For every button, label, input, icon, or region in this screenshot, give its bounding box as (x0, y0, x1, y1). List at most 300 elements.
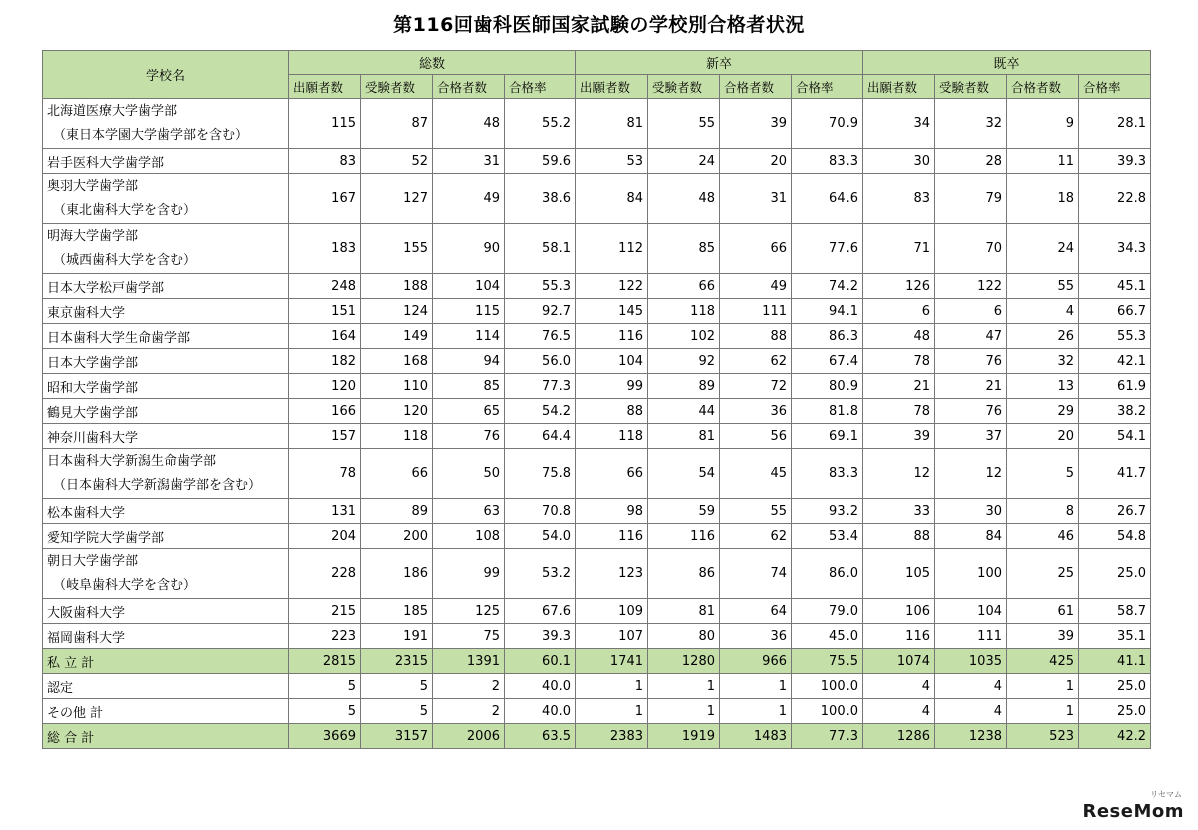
school-name: 東京歯科大学 (47, 305, 126, 321)
value-cell-prev-3: 45.1 (1079, 274, 1151, 299)
value-cell-prev-2: 18 (1007, 174, 1079, 224)
table-row (43, 149, 1151, 174)
value-cell-total-3: 56.0 (505, 349, 576, 374)
value-cell-prev-3: 42.1 (1079, 349, 1151, 374)
school-name-cell (43, 549, 289, 599)
value-cell-total-0: 83 (289, 149, 361, 174)
value-cell-new-2: 1483 (720, 724, 792, 749)
value-cell-prev-2: 29 (1007, 399, 1079, 424)
school-name: 日本歯科大学生命歯学部 (47, 330, 191, 346)
value-cell-prev-1: 122 (935, 274, 1007, 299)
value-cell-prev-0: 39 (863, 424, 935, 449)
value-cell-new-1: 1919 (648, 724, 720, 749)
value-cell-new-2: 62 (720, 349, 792, 374)
value-cell-total-0: 120 (289, 374, 361, 399)
sub-header-prev-0: 出願者数 (863, 75, 935, 99)
value-cell-new-3: 67.4 (792, 349, 863, 374)
value-cell-new-1: 1 (648, 699, 720, 724)
school-name-cell (43, 424, 289, 449)
watermark-subtext: リセマム (1150, 790, 1182, 799)
school-name-cell (43, 649, 289, 674)
value-cell-new-2: 39 (720, 99, 792, 149)
value-cell-new-1: 81 (648, 599, 720, 624)
value-cell-new-0: 88 (576, 399, 648, 424)
value-cell-prev-2: 32 (1007, 349, 1079, 374)
school-name-cell (43, 224, 289, 274)
value-cell-new-0: 1 (576, 699, 648, 724)
value-cell-total-2: 31 (433, 149, 505, 174)
value-cell-new-0: 145 (576, 299, 648, 324)
school-name-cell (43, 699, 289, 724)
value-cell-prev-1: 76 (935, 349, 1007, 374)
value-cell-total-2: 114 (433, 324, 505, 349)
value-cell-total-0: 151 (289, 299, 361, 324)
value-cell-prev-3: 55.3 (1079, 324, 1151, 349)
sub-header-new-2: 合格者数 (720, 75, 792, 99)
value-cell-new-2: 36 (720, 399, 792, 424)
value-cell-total-3: 60.1 (505, 649, 576, 674)
value-cell-total-1: 200 (361, 524, 433, 549)
value-cell-new-2: 36 (720, 624, 792, 649)
value-cell-new-1: 89 (648, 374, 720, 399)
value-cell-total-3: 39.3 (505, 624, 576, 649)
value-cell-total-3: 55.2 (505, 99, 576, 149)
value-cell-prev-2: 39 (1007, 624, 1079, 649)
school-name-cell (43, 524, 289, 549)
value-cell-total-3: 77.3 (505, 374, 576, 399)
value-cell-total-0: 215 (289, 599, 361, 624)
value-cell-total-0: 78 (289, 449, 361, 499)
value-cell-total-3: 76.5 (505, 324, 576, 349)
school-name-cell (43, 674, 289, 699)
value-cell-prev-1: 76 (935, 399, 1007, 424)
school-name-note: （岐阜歯科大学を含む） (53, 577, 197, 593)
value-cell-prev-2: 20 (1007, 424, 1079, 449)
value-cell-new-1: 48 (648, 174, 720, 224)
value-cell-total-2: 63 (433, 499, 505, 524)
table-row (43, 599, 1151, 624)
value-cell-new-3: 64.6 (792, 174, 863, 224)
value-cell-new-3: 81.8 (792, 399, 863, 424)
table-row (43, 374, 1151, 399)
value-cell-prev-3: 41.1 (1079, 649, 1151, 674)
value-cell-total-3: 70.8 (505, 499, 576, 524)
value-cell-prev-2: 55 (1007, 274, 1079, 299)
value-cell-new-1: 44 (648, 399, 720, 424)
school-name: 総 合 計 (47, 730, 95, 746)
value-cell-new-0: 99 (576, 374, 648, 399)
school-name: 日本歯科大学新潟生命歯学部 (47, 453, 217, 469)
value-cell-total-1: 120 (361, 399, 433, 424)
value-cell-new-0: 2383 (576, 724, 648, 749)
value-cell-new-0: 1 (576, 674, 648, 699)
school-name-cell (43, 374, 289, 399)
value-cell-prev-1: 4 (935, 699, 1007, 724)
value-cell-total-0: 167 (289, 174, 361, 224)
value-cell-new-3: 86.3 (792, 324, 863, 349)
table-row (43, 499, 1151, 524)
school-name-cell (43, 499, 289, 524)
value-cell-new-2: 56 (720, 424, 792, 449)
value-cell-prev-0: 83 (863, 174, 935, 224)
value-cell-new-2: 62 (720, 524, 792, 549)
value-cell-prev-3: 25.0 (1079, 549, 1151, 599)
value-cell-new-3: 75.5 (792, 649, 863, 674)
value-cell-total-1: 155 (361, 224, 433, 274)
value-cell-total-3: 75.8 (505, 449, 576, 499)
value-cell-prev-2: 9 (1007, 99, 1079, 149)
value-cell-new-3: 77.6 (792, 224, 863, 274)
value-cell-prev-0: 116 (863, 624, 935, 649)
value-cell-new-3: 100.0 (792, 674, 863, 699)
school-name: 日本大学歯学部 (47, 355, 139, 371)
school-name: 日本大学松戸歯学部 (47, 280, 165, 296)
table-row (43, 174, 1151, 224)
value-cell-total-2: 90 (433, 224, 505, 274)
value-cell-prev-3: 26.7 (1079, 499, 1151, 524)
value-cell-total-3: 92.7 (505, 299, 576, 324)
value-cell-total-0: 115 (289, 99, 361, 149)
value-cell-total-1: 87 (361, 99, 433, 149)
table-row (43, 699, 1151, 724)
value-cell-total-2: 2 (433, 674, 505, 699)
school-name: 福岡歯科大学 (47, 630, 126, 646)
value-cell-new-3: 70.9 (792, 99, 863, 149)
value-cell-total-3: 40.0 (505, 699, 576, 724)
value-cell-total-2: 75 (433, 624, 505, 649)
school-name-note: （城西歯科大学を含む） (53, 252, 197, 268)
value-cell-new-1: 24 (648, 149, 720, 174)
school-name: 奥羽大学歯学部 (47, 178, 139, 194)
sub-header-new-0: 出願者数 (576, 75, 648, 99)
value-cell-total-1: 118 (361, 424, 433, 449)
value-cell-prev-1: 104 (935, 599, 1007, 624)
value-cell-total-3: 63.5 (505, 724, 576, 749)
value-cell-new-1: 54 (648, 449, 720, 499)
value-cell-prev-2: 26 (1007, 324, 1079, 349)
table-row (43, 324, 1151, 349)
value-cell-total-2: 1391 (433, 649, 505, 674)
value-cell-total-3: 54.0 (505, 524, 576, 549)
value-cell-total-1: 124 (361, 299, 433, 324)
value-cell-total-3: 58.1 (505, 224, 576, 274)
value-cell-new-0: 122 (576, 274, 648, 299)
value-cell-new-3: 53.4 (792, 524, 863, 549)
value-cell-new-0: 109 (576, 599, 648, 624)
sub-header-prev-3: 合格率 (1079, 75, 1151, 99)
table-row (43, 99, 1151, 149)
value-cell-new-3: 83.3 (792, 449, 863, 499)
value-cell-new-2: 74 (720, 549, 792, 599)
value-cell-total-0: 157 (289, 424, 361, 449)
sub-header-total-0: 出願者数 (289, 75, 361, 99)
value-cell-new-3: 79.0 (792, 599, 863, 624)
value-cell-prev-0: 34 (863, 99, 935, 149)
value-cell-new-2: 45 (720, 449, 792, 499)
school-name-cell (43, 624, 289, 649)
value-cell-new-0: 112 (576, 224, 648, 274)
value-cell-new-1: 86 (648, 549, 720, 599)
value-cell-prev-1: 84 (935, 524, 1007, 549)
value-cell-new-0: 53 (576, 149, 648, 174)
value-cell-new-3: 94.1 (792, 299, 863, 324)
group-header-prev: 既卒 (863, 51, 1151, 75)
school-name-cell (43, 99, 289, 149)
school-name-cell (43, 599, 289, 624)
value-cell-new-0: 107 (576, 624, 648, 649)
results-table (42, 50, 1151, 749)
value-cell-total-0: 164 (289, 324, 361, 349)
value-cell-prev-2: 1 (1007, 699, 1079, 724)
value-cell-total-0: 228 (289, 549, 361, 599)
value-cell-total-1: 2315 (361, 649, 433, 674)
value-cell-total-1: 5 (361, 674, 433, 699)
sub-header-new-1: 受験者数 (648, 75, 720, 99)
value-cell-new-1: 80 (648, 624, 720, 649)
value-cell-prev-1: 28 (935, 149, 1007, 174)
value-cell-total-3: 64.4 (505, 424, 576, 449)
value-cell-prev-3: 22.8 (1079, 174, 1151, 224)
value-cell-total-1: 185 (361, 599, 433, 624)
school-name: 大阪歯科大学 (47, 605, 126, 621)
value-cell-new-2: 72 (720, 374, 792, 399)
value-cell-prev-1: 32 (935, 99, 1007, 149)
value-cell-prev-0: 1074 (863, 649, 935, 674)
table-total-row (43, 649, 1151, 674)
value-cell-total-1: 191 (361, 624, 433, 649)
value-cell-new-2: 88 (720, 324, 792, 349)
group-header-new: 新卒 (576, 51, 863, 75)
value-cell-prev-0: 4 (863, 699, 935, 724)
resemom-logo: ReseMom (1082, 801, 1184, 822)
sub-header-new-3: 合格率 (792, 75, 863, 99)
school-name-cell (43, 274, 289, 299)
value-cell-total-2: 94 (433, 349, 505, 374)
value-cell-new-0: 84 (576, 174, 648, 224)
value-cell-prev-3: 38.2 (1079, 399, 1151, 424)
value-cell-prev-3: 54.1 (1079, 424, 1151, 449)
value-cell-new-0: 104 (576, 349, 648, 374)
value-cell-total-2: 50 (433, 449, 505, 499)
value-cell-prev-2: 4 (1007, 299, 1079, 324)
school-name-cell (43, 399, 289, 424)
value-cell-new-2: 1 (720, 699, 792, 724)
value-cell-total-0: 182 (289, 349, 361, 374)
value-cell-total-3: 67.6 (505, 599, 576, 624)
table-total-row (43, 724, 1151, 749)
value-cell-total-3: 40.0 (505, 674, 576, 699)
value-cell-total-0: 204 (289, 524, 361, 549)
value-cell-total-0: 2815 (289, 649, 361, 674)
value-cell-total-1: 3157 (361, 724, 433, 749)
value-cell-total-2: 104 (433, 274, 505, 299)
value-cell-prev-0: 4 (863, 674, 935, 699)
school-name: 愛知学院大学歯学部 (47, 530, 165, 546)
value-cell-total-1: 127 (361, 174, 433, 224)
value-cell-prev-1: 37 (935, 424, 1007, 449)
value-cell-prev-1: 1238 (935, 724, 1007, 749)
value-cell-prev-0: 106 (863, 599, 935, 624)
value-cell-total-1: 188 (361, 274, 433, 299)
value-cell-new-1: 55 (648, 99, 720, 149)
value-cell-prev-3: 41.7 (1079, 449, 1151, 499)
school-name: 認定 (47, 680, 74, 696)
value-cell-prev-0: 21 (863, 374, 935, 399)
value-cell-prev-0: 12 (863, 449, 935, 499)
table-row (43, 549, 1151, 599)
value-cell-new-3: 93.2 (792, 499, 863, 524)
value-cell-prev-3: 58.7 (1079, 599, 1151, 624)
group-header-total: 総数 (289, 51, 576, 75)
school-name: 明海大学歯学部 (47, 228, 139, 244)
sub-header-prev-2: 合格者数 (1007, 75, 1079, 99)
table-row (43, 449, 1151, 499)
value-cell-new-2: 55 (720, 499, 792, 524)
sub-header-total-1: 受験者数 (361, 75, 433, 99)
sub-header-total-3: 合格率 (505, 75, 576, 99)
table-row (43, 399, 1151, 424)
school-name-cell (43, 449, 289, 499)
value-cell-new-1: 1 (648, 674, 720, 699)
value-cell-prev-0: 78 (863, 349, 935, 374)
school-name-cell (43, 299, 289, 324)
value-cell-prev-0: 88 (863, 524, 935, 549)
value-cell-prev-2: 425 (1007, 649, 1079, 674)
value-cell-prev-1: 47 (935, 324, 1007, 349)
value-cell-prev-3: 61.9 (1079, 374, 1151, 399)
school-name: 北海道医療大学歯学部 (47, 103, 178, 119)
value-cell-prev-0: 30 (863, 149, 935, 174)
school-name: 昭和大学歯学部 (47, 380, 139, 396)
school-name-note: （東日本学園大学歯学部を含む） (53, 127, 249, 143)
value-cell-prev-3: 34.3 (1079, 224, 1151, 274)
value-cell-new-2: 66 (720, 224, 792, 274)
value-cell-new-0: 1741 (576, 649, 648, 674)
value-cell-total-1: 52 (361, 149, 433, 174)
school-name-cell (43, 724, 289, 749)
value-cell-total-0: 183 (289, 224, 361, 274)
value-cell-total-1: 5 (361, 699, 433, 724)
value-cell-total-0: 3669 (289, 724, 361, 749)
value-cell-new-2: 966 (720, 649, 792, 674)
value-cell-new-0: 118 (576, 424, 648, 449)
value-cell-total-1: 186 (361, 549, 433, 599)
value-cell-total-1: 89 (361, 499, 433, 524)
school-name: その他 計 (47, 705, 104, 721)
school-name: 松本歯科大学 (47, 505, 126, 521)
value-cell-new-3: 69.1 (792, 424, 863, 449)
value-cell-total-0: 223 (289, 624, 361, 649)
value-cell-new-3: 45.0 (792, 624, 863, 649)
value-cell-total-2: 99 (433, 549, 505, 599)
value-cell-prev-1: 6 (935, 299, 1007, 324)
value-cell-prev-2: 46 (1007, 524, 1079, 549)
value-cell-prev-1: 4 (935, 674, 1007, 699)
table-row (43, 299, 1151, 324)
value-cell-prev-2: 523 (1007, 724, 1079, 749)
value-cell-new-0: 81 (576, 99, 648, 149)
school-name-note: （東北歯科大学を含む） (53, 202, 197, 218)
table-row (43, 674, 1151, 699)
value-cell-prev-0: 78 (863, 399, 935, 424)
value-cell-new-0: 116 (576, 324, 648, 349)
value-cell-prev-0: 126 (863, 274, 935, 299)
value-cell-new-2: 1 (720, 674, 792, 699)
value-cell-prev-1: 21 (935, 374, 1007, 399)
value-cell-prev-2: 5 (1007, 449, 1079, 499)
school-name-note: （日本歯科大学新潟歯学部を含む） (53, 477, 262, 493)
value-cell-new-1: 116 (648, 524, 720, 549)
value-cell-new-3: 86.0 (792, 549, 863, 599)
value-cell-prev-2: 24 (1007, 224, 1079, 274)
value-cell-prev-0: 1286 (863, 724, 935, 749)
value-cell-total-3: 54.2 (505, 399, 576, 424)
value-cell-prev-2: 8 (1007, 499, 1079, 524)
value-cell-new-3: 83.3 (792, 149, 863, 174)
value-cell-prev-1: 12 (935, 449, 1007, 499)
value-cell-new-3: 77.3 (792, 724, 863, 749)
value-cell-new-1: 66 (648, 274, 720, 299)
value-cell-new-2: 49 (720, 274, 792, 299)
value-cell-prev-2: 1 (1007, 674, 1079, 699)
value-cell-total-3: 38.6 (505, 174, 576, 224)
value-cell-total-2: 115 (433, 299, 505, 324)
value-cell-prev-3: 39.3 (1079, 149, 1151, 174)
value-cell-prev-3: 25.0 (1079, 674, 1151, 699)
value-cell-prev-3: 25.0 (1079, 699, 1151, 724)
table-row (43, 524, 1151, 549)
table-row (43, 424, 1151, 449)
school-name: 岩手医科大学歯学部 (47, 155, 165, 171)
value-cell-total-1: 110 (361, 374, 433, 399)
value-cell-prev-2: 61 (1007, 599, 1079, 624)
table-body (43, 99, 1151, 749)
value-cell-prev-2: 13 (1007, 374, 1079, 399)
value-cell-total-3: 59.6 (505, 149, 576, 174)
value-cell-total-2: 76 (433, 424, 505, 449)
table-row (43, 349, 1151, 374)
table-row (43, 224, 1151, 274)
value-cell-total-2: 65 (433, 399, 505, 424)
value-cell-new-1: 1280 (648, 649, 720, 674)
value-cell-prev-3: 42.2 (1079, 724, 1151, 749)
value-cell-new-3: 74.2 (792, 274, 863, 299)
school-column-header: 学校名 (43, 51, 289, 99)
value-cell-new-2: 31 (720, 174, 792, 224)
value-cell-prev-1: 70 (935, 224, 1007, 274)
value-cell-new-1: 92 (648, 349, 720, 374)
value-cell-total-2: 2006 (433, 724, 505, 749)
value-cell-total-2: 2 (433, 699, 505, 724)
value-cell-total-2: 49 (433, 174, 505, 224)
value-cell-total-2: 108 (433, 524, 505, 549)
value-cell-prev-1: 30 (935, 499, 1007, 524)
value-cell-total-0: 248 (289, 274, 361, 299)
value-cell-prev-3: 35.1 (1079, 624, 1151, 649)
page-title: 第116回歯科医師国家試験の学校別合格者状況 (393, 14, 805, 36)
sub-header-total-2: 合格者数 (433, 75, 505, 99)
value-cell-new-3: 100.0 (792, 699, 863, 724)
school-name: 朝日大学歯学部 (47, 553, 139, 569)
value-cell-new-0: 116 (576, 524, 648, 549)
value-cell-new-0: 66 (576, 449, 648, 499)
sub-header-prev-1: 受験者数 (935, 75, 1007, 99)
value-cell-prev-3: 54.8 (1079, 524, 1151, 549)
value-cell-new-0: 123 (576, 549, 648, 599)
value-cell-total-2: 48 (433, 99, 505, 149)
value-cell-total-1: 66 (361, 449, 433, 499)
table-row (43, 624, 1151, 649)
